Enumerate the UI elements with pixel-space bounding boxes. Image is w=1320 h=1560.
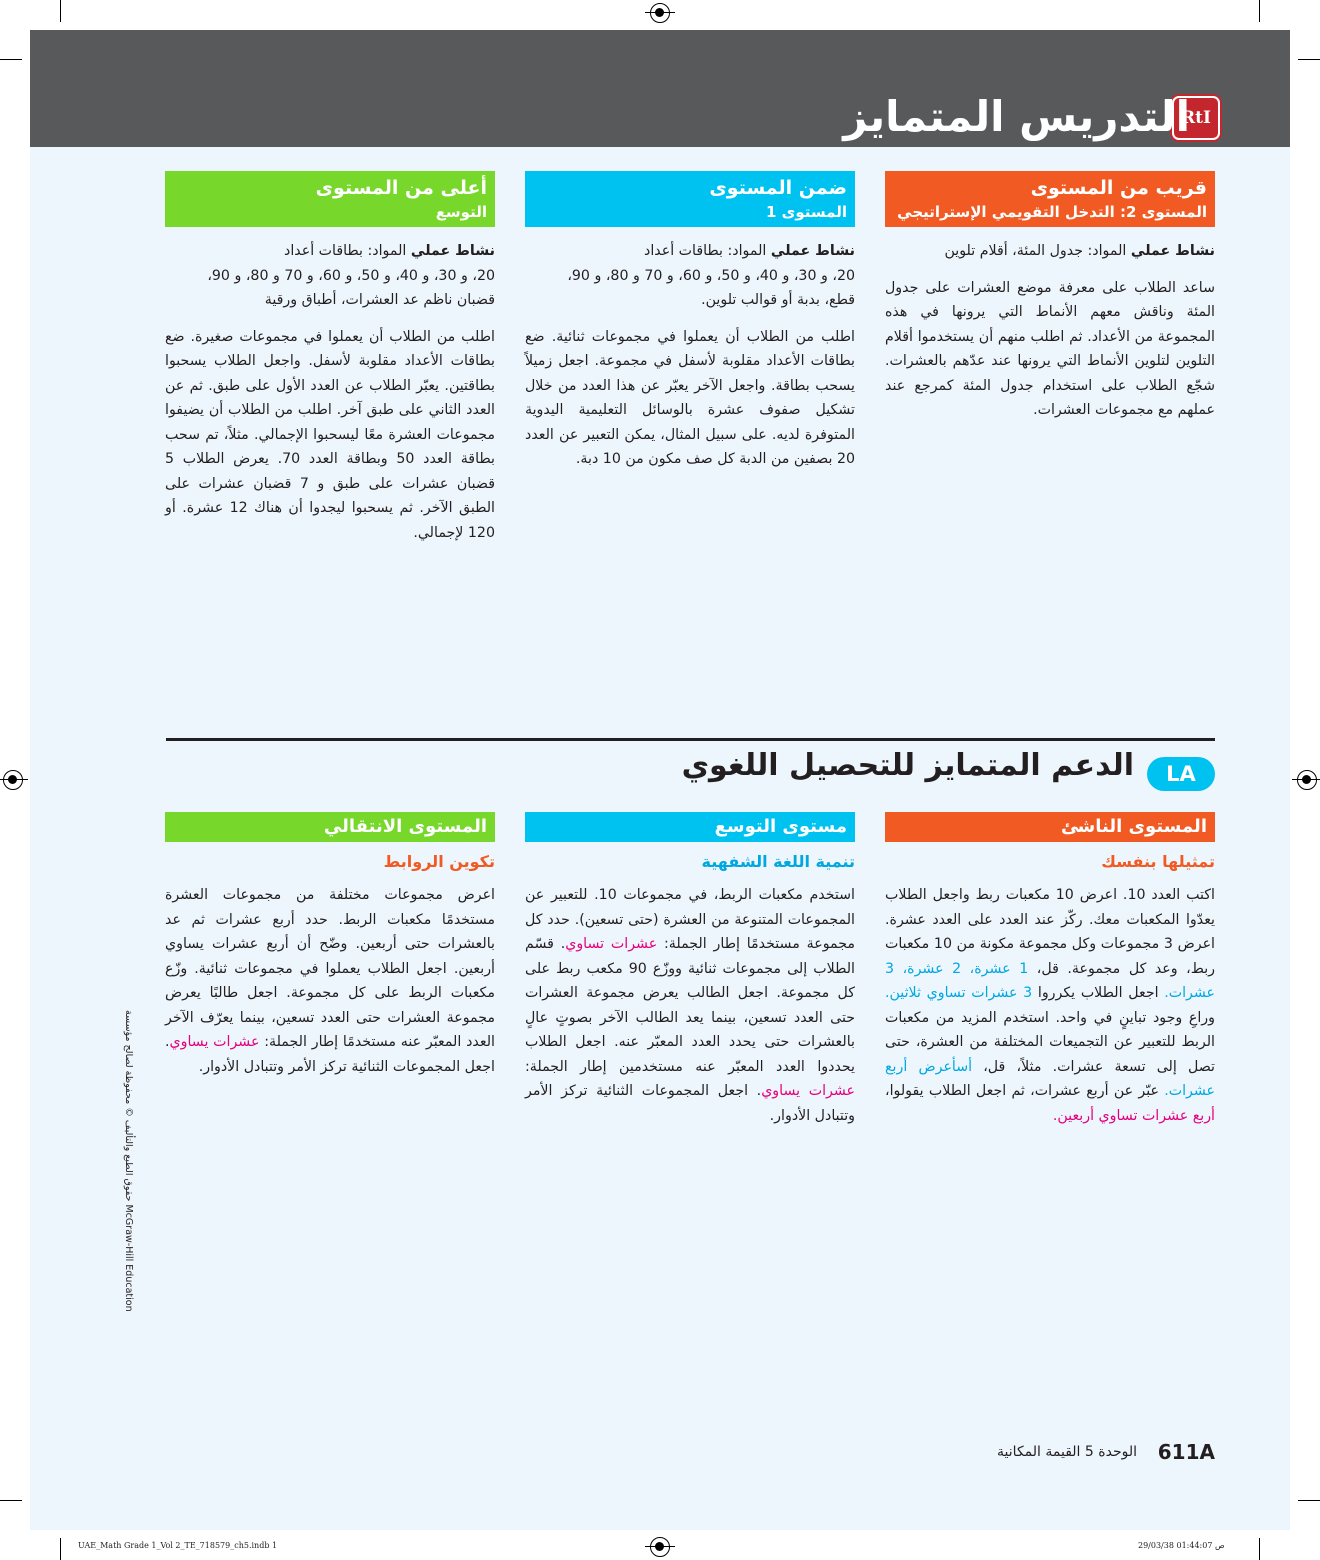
sentence-frame: عشرات يساوي [761,1083,855,1099]
print-timestamp: 29/03/38 01:44:07 ص [1138,1541,1225,1550]
activity-label: نشاط عملي [410,243,495,259]
sentence-frame: 3 عشرات تساوي ثلاثين. [885,985,1033,1001]
activity-numbers: 20، و 30، و 40، و 50، و 60، و 70 و 80، و 90، [207,267,495,284]
body-text: اكتب العدد 10. اعرض 10 مكعبات ربط واجعل الطلاب يعدّوا المكعبات معك. ركّز عند العدد على العدد عشرة. اعرض 3 مجموعات وكل مجموعة مكونة من 10 مكعبات ربط، وعد كل مجموعة. قل، [885,887,1216,977]
column-bridging [165,812,495,1079]
activity-materials: المواد: بطاقات أعداد [284,243,411,259]
activity-line [885,239,1215,264]
registration-mark-icon [650,3,670,23]
column-header-subtitle: المستوى 2: التدخل التقويمي الإستراتيجي [897,203,1207,221]
page-number: 611A [1157,1440,1215,1464]
column-header [885,171,1215,227]
page-title: التدريس المتمايز [843,92,1190,141]
crop-mark [0,1500,22,1501]
column-header: مستوى التوسع [525,812,855,842]
sentence-frame: عشرات تساوي [565,936,658,952]
activity-numbers-2: قضبان ناظم عد العشرات، أطباق ورقية [264,292,495,308]
section-divider [166,738,1215,741]
body-text: . اجعل المجموعات الثنائية تركز الأمر وتتبادل الأدوار. [165,1034,495,1075]
activity-line [525,239,855,264]
la-badge: LA [1147,757,1215,791]
registration-mark-icon [1297,770,1317,790]
body-text: وراعِ وجود تباينٍ في واحد. استخدم المزيد من مكعبات الربط للتعبير عن التجميعات المختلفة من العشرة، حتى تصل إلى تسعة عشرات. مثلاً، قل، [885,1009,1215,1075]
column-body: اطلب من الطلاب أن يعملوا في مجموعات صغيرة. ضع بطاقات الأعداد مقلوبة لأسفل. واجعل الطلاب يسحبوا بطاقتين. يعبّر الطلاب عن العدد الأول على طبق. ثم عن العدد الثاني على طبق آخر. اطلب من الطلاب أن يضيفوا مجموعات العشرة معًا ليسحبوا الإجمالي. مثلاً، تم سحب بطاقة العدد 50 وبطاقة العدد 70. يعرض الطلاب 5 قضبان عشرات على طبق و 7 قضبان عشرات على الطبق الآخر. ثم يسحبوا ليجدوا أن هناك 12 عشرة. أو 120 لإجمالي. [165,328,496,541]
sentence-frame: أربع عشرات تساوي أربعين. [1052,1107,1215,1124]
column-body [885,883,1215,1128]
column-on-level [525,171,855,472]
registration-mark-icon [650,1537,670,1557]
column-header: المستوى الناشئ [885,812,1215,842]
column-approaching [885,171,1215,423]
body-text: عبّر عن أربع عشرات، ثم اجعل الطلاب يقولوا، [885,1083,1165,1099]
sentence-frame: عشرات يساوي [169,1034,260,1050]
column-subtitle: تمثيلها بنفسك [1101,852,1215,871]
activity-materials: المواد: جدول المئة، أقلام تلوين [944,243,1131,259]
column-header: المستوى الانتقالي [165,812,495,842]
activity-line [165,239,495,264]
crop-mark [60,0,61,22]
activity-numbers-2: قطع، بدبة أو قوالب تلوين. [701,292,855,308]
crop-mark [1259,0,1260,22]
footer-label: الوحدة 5 القيمة المكانية [997,1444,1137,1460]
rti-badge: RtI [1172,96,1220,140]
section-title: الدعم المتمايز للتحصيل اللغوي [681,748,1134,783]
crop-mark [1259,1538,1260,1560]
sentence-frame: 1 عشرة، 2 عشرة، 3 عشرات. [885,960,1215,1001]
column-header-title: قريب من المستوى [1030,177,1207,199]
column-expanding [525,812,855,1128]
activity-numbers: 20، و 30، و 40، و 50، و 60، و 70 و 80، و 90، [567,267,855,284]
crop-mark [0,59,22,60]
body-text: . اجعل المجموعات الثنائية تركز الأمر وتتبادل الأدوار. [525,1083,855,1124]
crop-mark [1298,1500,1320,1501]
activity-label: نشاط عملي [1130,243,1215,259]
column-emerging [885,812,1215,1128]
column-header-title: أعلى من المستوى [315,177,487,199]
column-body [525,883,855,1128]
column-subtitle: تنمية اللغة الشفهية [701,852,855,871]
activity-materials: المواد: بطاقات أعداد [644,243,771,259]
column-header-title: ضمن المستوى [709,177,847,199]
column-header-subtitle: التوسع [435,203,487,221]
sentence-frame: أسأعرض أربع عشرات. [885,1058,1215,1099]
body-text: . قسّم الطلاب إلى مجموعات ثنائية ووزّع 90 مكعب ربط على كل مجموعة. اجعل الطالب يعرض مجموعة العشرات حتى العدد تسعين، بينما يعد الطالب الآخر بصوتٍ عالٍ بالعشرات حتى يحدد العدد المعبّر عنه. اجعل الطلاب يحددوا العدد المعبّر عنه مستخدمين إطار الجملة: [525,936,855,1075]
column-body: اطلب من الطلاب أن يعملوا في مجموعات ثنائية. ضع بطاقات الأعداد مقلوبة لأسفل في مجموعة. اجعل زميلاً يسحب بطاقة. واجعل الآخر يعبّر عن هذا العدد من خلال تشكيل صفوف عشرة بالوسائل التعليمية اليدوية المتوفرة لديه. على سبيل المثال، يمكن التعبير عن العدد 20 بصفين من الدبة كل صف مكون من 10 دبة. [525,328,855,467]
column-subtitle: تكوين الروابط [383,852,495,871]
page-footer [980,1442,1215,1464]
body-text: اعرض مجموعات مختلفة من مجموعات العشرة مستخدمًا مكعبات الربط. حدد أربع عشرات ثم عد بالعشرات حتى أربعين. وضّح أن أربع عشرات يساوي أربعين. اجعل الطلاب يعملوا في مجموعات ثنائية. وزّع مكعبات الربط على كل مجموعة. اجعل طالبًا يعرض مجموعة العشرات حتى العدد تسعين، بينما يعرّف الآخر العدد المعبّر عنه مستخدمًا إطار الجملة: [165,887,495,1050]
column-header [165,171,495,227]
crop-mark [1298,59,1320,60]
column-header [525,171,855,227]
column-header-subtitle: المستوى 1 [765,203,847,221]
registration-mark-icon [3,770,23,790]
print-slug: UAE_Math Grade 1_Vol 2_TE_718579_ch5.indb 1 [78,1541,278,1550]
crop-mark [60,1538,61,1560]
column-beyond-level [165,171,495,545]
column-body: ساعد الطلاب على معرفة موضع العشرات على جدول المئة وناقش معهم الأنماط التي يرونها في هذه المجموعة من الأعداد. ثم اطلب منهم أن يستخدموا أقلام التلوين لتلوين الأنماط التي يرونها عند عدّهم بالعشرات. شجّع الطلاب على استخدام جدول المئة كمرجع عند عملهم مع مجموعات العشرات. [885,279,1215,418]
column-body [165,883,495,1079]
body-text: استخدم مكعبات الربط، في مجموعات 10. للتعبير عن المجموعات المتنوعة من العشرة (حتى تسعين). حدد كل مجموعة مستخدمًا إطار الجملة: [525,887,855,952]
copyright-credit: حقوق الطبع والتأليف © محفوظة لصالح مؤسسة McGraw-Hill Education [123,1010,134,1312]
body-text: اجعل الطلاب يكرروا [1032,985,1165,1001]
activity-label: نشاط عملي [770,243,855,259]
